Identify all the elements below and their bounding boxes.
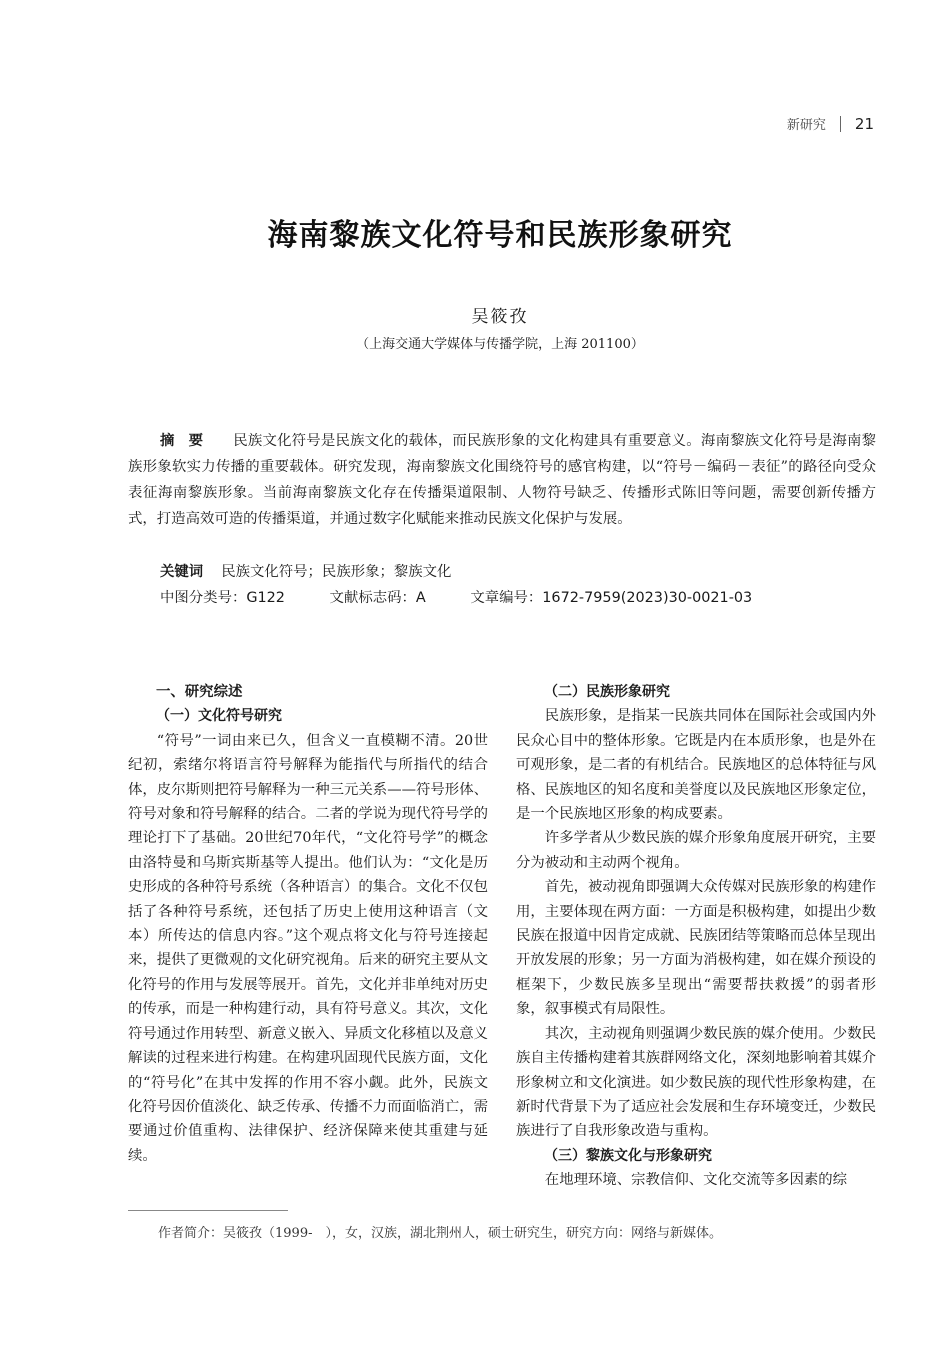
abstract-label: 摘要 — [160, 433, 218, 449]
abstract — [128, 428, 876, 532]
subsection-heading-3: （三）黎族文化与形象研究 — [544, 1147, 712, 1164]
document-code: 文献标志码：A — [329, 590, 426, 606]
header-divider — [840, 116, 841, 132]
page-number: 21 — [854, 114, 874, 133]
running-header — [787, 114, 874, 133]
keywords-text: 民族文化符号；民族形象；黎族文化 — [221, 564, 452, 580]
author-affiliation: （上海交通大学媒体与传播学院，上海 201100） — [356, 337, 644, 352]
section-heading-1: 一、研究综述 — [156, 684, 243, 700]
article-title: 海南黎族文化符号和民族形象研究 — [267, 218, 733, 253]
right-column — [516, 680, 876, 1193]
subsection-heading-2: （二）民族形象研究 — [544, 684, 670, 700]
author-name: 吴筱孜 — [471, 307, 529, 327]
left-column — [128, 680, 488, 1168]
article-number: 文章编号：1672-7959(2023)30-0021-03 — [470, 590, 753, 606]
paragraph: “符号”一词由来已久，但含义一直模糊不清。20世纪初，索绪尔将语言符号解释为能指代与所指代的结合体，皮尔斯则把符号解释为一种三元关系——符号形体、符号对象和符号解释的结合。二者的学说为现代符号学的理论打下了基础。20世纪70年代，“文化符号学”的概念由洛特曼和乌斯宾斯基等人提出。他们认为：“文化是历史形成的各种符号系统（各种语言）的集合。文化不仅包括了各种符号系统，还包括了历史上使用这种语言（文本）所传达的信息内容。”这个观点将文化与符号连接起来，提供了更微观的文化研究视角。后来的研究主要从文化符号的作用与发展等展开。首先，文化并非单纯对历史的传承，而是一种构建行动，具有符号意义。其次，文化符号通过作用转型、新意义嵌入、异质文化移植以及意义解读的过程来进行构建。在构建巩固现代民族方面，文化的“符号化”在其中发挥的作用不容小觑。此外，民族文化符号因价值淡化、缺乏传承、传播不力而面临消亡，需要通过价值重构、法律保护、经济保障来使其重建与延续。 — [128, 732, 488, 1164]
keywords-label: 关键词 — [160, 564, 204, 580]
paragraph: 其次，主动视角则强调少数民族的媒介使用。少数民族自主传播构建着其族群网络文化，深刻地影响着其媒介形象树立和文化演进。如少数民族的现代性形象构建，在新时代背景下为了适应社会发展和生存环境变迁，少数民族进行了自我形象改造与重构。 — [516, 1025, 876, 1140]
paragraph: 在地理环境、宗教信仰、文化交流等多因素的综 — [544, 1172, 848, 1189]
footnote-rule — [128, 1210, 288, 1211]
clc-number: 中图分类号：G122 — [160, 590, 285, 606]
journal-name: 新研究 — [786, 118, 826, 133]
author-footnote: 作者简介：吴筱孜（1999- ），女，汉族，湖北荆州人，硕士研究生，研究方向：网络与新媒体。 — [158, 1226, 722, 1241]
classification-line — [160, 586, 792, 607]
subsection-heading-1: （一）文化符号研究 — [156, 708, 282, 725]
paragraph: 首先，被动视角即强调大众传媒对民族形象的构建作用，主要体现在两方面：一方面是积极构建，如提出少数民族在报道中因肯定成就、民族团结等策略而总体呈现出开放发展的形象；另一方面为消极构建，如在媒介预设的框架下，少数民族多呈现出“需要帮扶救援”的弱者形象，叙事模式有局限性。 — [516, 879, 876, 1018]
paragraph: 民族形象，是指某一民族共同体在国际社会或国内外民众心目中的整体形象。它既是内在本质形象，也是外在可观形象，是二者的有机结合。民族地区的总体特征与风格、民族地区的知名度和美誉度以及民族地区形象定位，是一个民族地区形象的构成要素。 — [516, 708, 876, 823]
paragraph: 许多学者从少数民族的媒介形象角度展开研究，主要分为被动和主动两个视角。 — [516, 830, 876, 871]
keywords — [160, 560, 451, 581]
abstract-text: 民族文化符号是民族文化的载体，而民族形象的文化构建具有重要意义。海南黎族文化符号是海南黎族形象软实力传播的重要载体。研究发现，海南黎族文化围绕符号的感官构建，以“符号－编码－表征”的路径向受众表征海南黎族形象。当前海南黎族文化存在传播渠道限制、人物符号缺乏、传播形式陈旧等问题，需要创新传播方式，打造高效可造的传播渠道，并通过数字化赋能来推动民族文化保护与发展。 — [128, 433, 876, 527]
